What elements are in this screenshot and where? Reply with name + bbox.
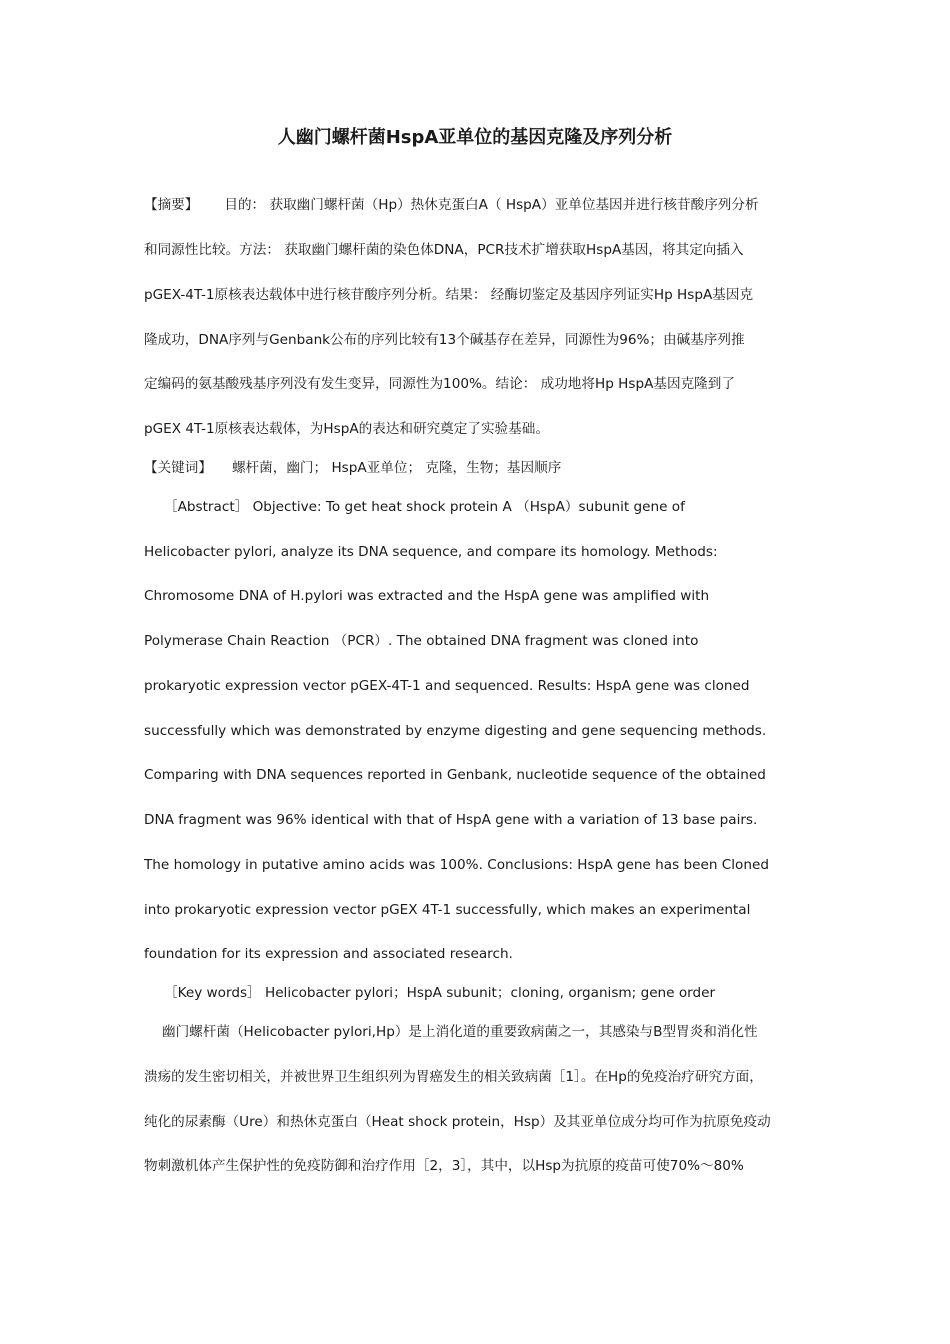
abstract-en-line-2: Helicobacter pylori, analyze its DNA sequence, and compare its homology. Methods:: [144, 544, 718, 560]
abstract-cn-line-2: 和同源性比较。方法： 获取幽门螺杆菌的染色体DNA，PCR技术扩增获取HspA基因，将其定向插入: [144, 242, 744, 258]
abstract-cn-label: 【摘要】: [144, 197, 199, 213]
keywords-cn: [144, 457, 812, 479]
abstract-cn-text: 目的： 获取幽门螺杆菌（Hp）热休克蛋白A（ HspA）亚单位基因并进行核苷酸序列分析: [224, 197, 759, 213]
body-line-1: 幽门螺杆菌（Helicobacter pylori,Hp）是上消化道的重要致病菌之一，其感染与B型胃炎和消化性: [162, 1024, 758, 1040]
abstract-en-line-6: successfully which was demonstrated by enzyme digesting and gene sequencing methods.: [144, 723, 767, 739]
abstract-cn-line-5: 定编码的氨基酸残基序列没有发生变异，同源性为100%。结论： 成功地将Hp HspA基因克隆到了: [144, 376, 735, 392]
abstract-en-line-8: DNA fragment was 96% identical with that of HspA gene with a variation of 13 base pairs.: [144, 812, 758, 828]
body-line-4: 物刺激机体产生保护性的免疫防御和治疗作用［2，3］，其中，以Hsp为抗原的疫苗可使70%～80%: [144, 1158, 744, 1174]
abstract-en-line-3: Chromosome DNA of H.pylori was extracted and the HspA gene was amplified with: [144, 588, 710, 604]
abstract-en-line-11: foundation for its expression and associated research.: [144, 946, 513, 962]
abstract-cn-line-3: pGEX-4T-1原核表达载体中进行核苷酸序列分析。结果： 经酶切鉴定及基因序列证实Hp HspA基因克: [144, 287, 754, 303]
abstract-cn-line-4: 隆成功，DNA序列与Genbank公布的序列比较有13个碱基存在差异，同源性为96%；由碱基序列推: [144, 332, 745, 348]
body-line-3: 纯化的尿素酶（Ure）和热休克蛋白（Heat shock protein，Hsp）及其亚单位成分均可作为抗原免疫动: [144, 1114, 771, 1130]
abstract-en-line-1: ［Abstract］ Objective: To get heat shock protein A （HspA）subunit gene of: [164, 499, 685, 515]
paper-title: 人幽门螺杆菌HspA亚单位的基因克隆及序列分析: [277, 127, 673, 148]
abstract-cn-line-1: [144, 194, 812, 216]
keywords-cn-label: 【关键词】: [144, 460, 212, 476]
abstract-en-line-4: Polymerase Chain Reaction （PCR）. The obtained DNA fragment was cloned into: [144, 633, 699, 649]
keywords-en: ［Key words］ Helicobacter pylori；HspA subunit；cloning, organism; gene order: [164, 985, 716, 1001]
abstract-en-line-7: Comparing with DNA sequences reported in Genbank, nucleotide sequence of the obtained: [144, 767, 766, 783]
abstract-cn-line-6: pGEX 4T-1原核表达载体，为HspA的表达和研究奠定了实验基础。: [144, 421, 549, 437]
body-line-2: 溃疡的发生密切相关，并被世界卫生组织列为胃癌发生的相关致病菌［1］。在Hp的免疫治疗研究方面，: [144, 1069, 763, 1085]
abstract-en-line-9: The homology in putative amino acids was 100%. Conclusions: HspA gene has been Cloned: [144, 857, 769, 873]
keywords-cn-text: 螺杆菌，幽门； HspA亚单位； 克隆，生物；基因顺序: [231, 460, 562, 476]
abstract-en-line-5: prokaryotic expression vector pGEX-4T-1 and sequenced. Results: HspA gene was cloned: [144, 678, 750, 694]
abstract-en-line-10: into prokaryotic expression vector pGEX 4T-1 successfully, which makes an experimental: [144, 902, 751, 918]
